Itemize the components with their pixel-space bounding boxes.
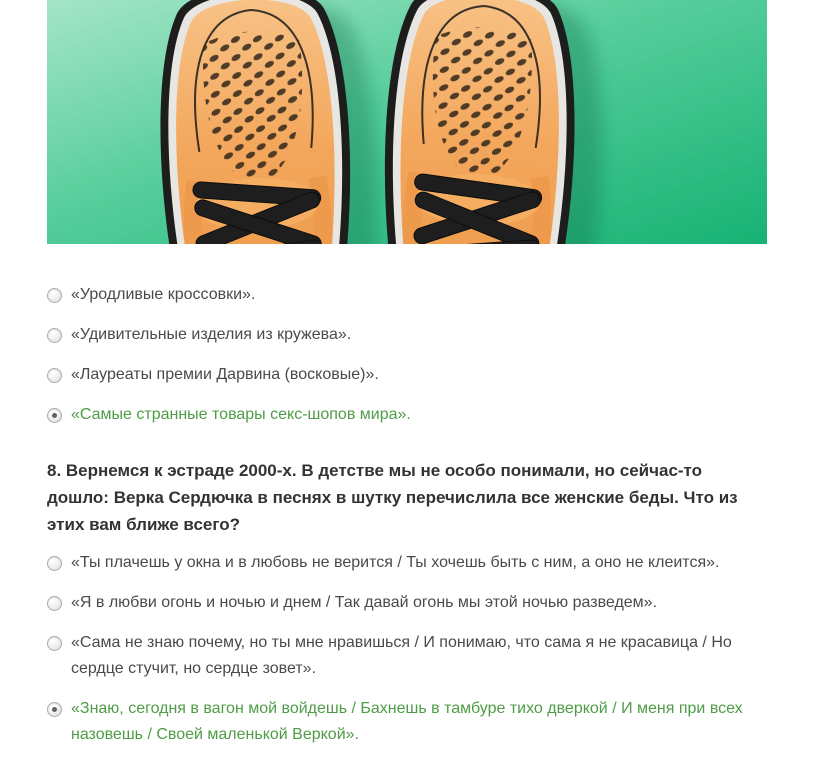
quiz-option[interactable]: [47, 590, 767, 616]
radio-button[interactable]: [47, 288, 62, 303]
option-label: «Я в любви огонь и ночью и днем / Так давай огонь мы этой ночью разведем».: [71, 594, 658, 611]
radio-button[interactable]: [47, 596, 62, 611]
radio-button[interactable]: [47, 368, 62, 383]
option-label: «Сама не знаю почему, но ты мне нравишься / И понимаю, что сама я не красавица / Но сердце стучит, но сердце зовет».: [71, 634, 732, 677]
quiz-option[interactable]: [47, 550, 767, 576]
question-8-text: 8. Вернемся к эстраде 2000-х. В детстве мы не особо понимали, но сейчас-то дошло: Верка Сердючка в песнях в шутку перечислила все женские беды. Что из этих вам ближе всего?: [47, 461, 738, 534]
quiz-option[interactable]: [47, 322, 767, 348]
option-label: «Знаю, сегодня в вагон мой войдешь / Бахнешь в тамбуре тихо дверкой / И меня при всех назовешь / Своей маленькой Веркой».: [71, 700, 743, 743]
radio-button[interactable]: [47, 556, 62, 571]
question-7-options: [47, 282, 767, 428]
quiz-option[interactable]: [47, 362, 767, 388]
quiz-option[interactable]: [47, 402, 767, 428]
quiz-image-sneakers: [47, 0, 767, 244]
quiz-option[interactable]: [47, 696, 767, 748]
option-label: «Самые странные товары секс-шопов мира».: [71, 406, 411, 423]
option-label: «Уродливые кроссовки».: [71, 286, 256, 303]
quiz-option[interactable]: [47, 282, 767, 308]
option-label: «Ты плачешь у окна и в любовь не верится / Ты хочешь быть с ним, а оно не клеится».: [71, 554, 720, 571]
option-label: «Лауреаты премии Дарвина (восковые)».: [71, 366, 379, 383]
radio-button[interactable]: [47, 636, 62, 651]
radio-button[interactable]: [47, 408, 62, 423]
radio-button[interactable]: [47, 328, 62, 343]
sneakers-illustration: [47, 0, 767, 244]
right-sneaker: [381, 0, 580, 244]
quiz-option[interactable]: [47, 630, 767, 682]
quiz-content: [47, 0, 767, 748]
radio-button[interactable]: [47, 702, 62, 717]
question-8-options: [47, 550, 767, 748]
option-label: «Удивительные изделия из кружева».: [71, 326, 352, 343]
left-sneaker: [155, 0, 354, 244]
